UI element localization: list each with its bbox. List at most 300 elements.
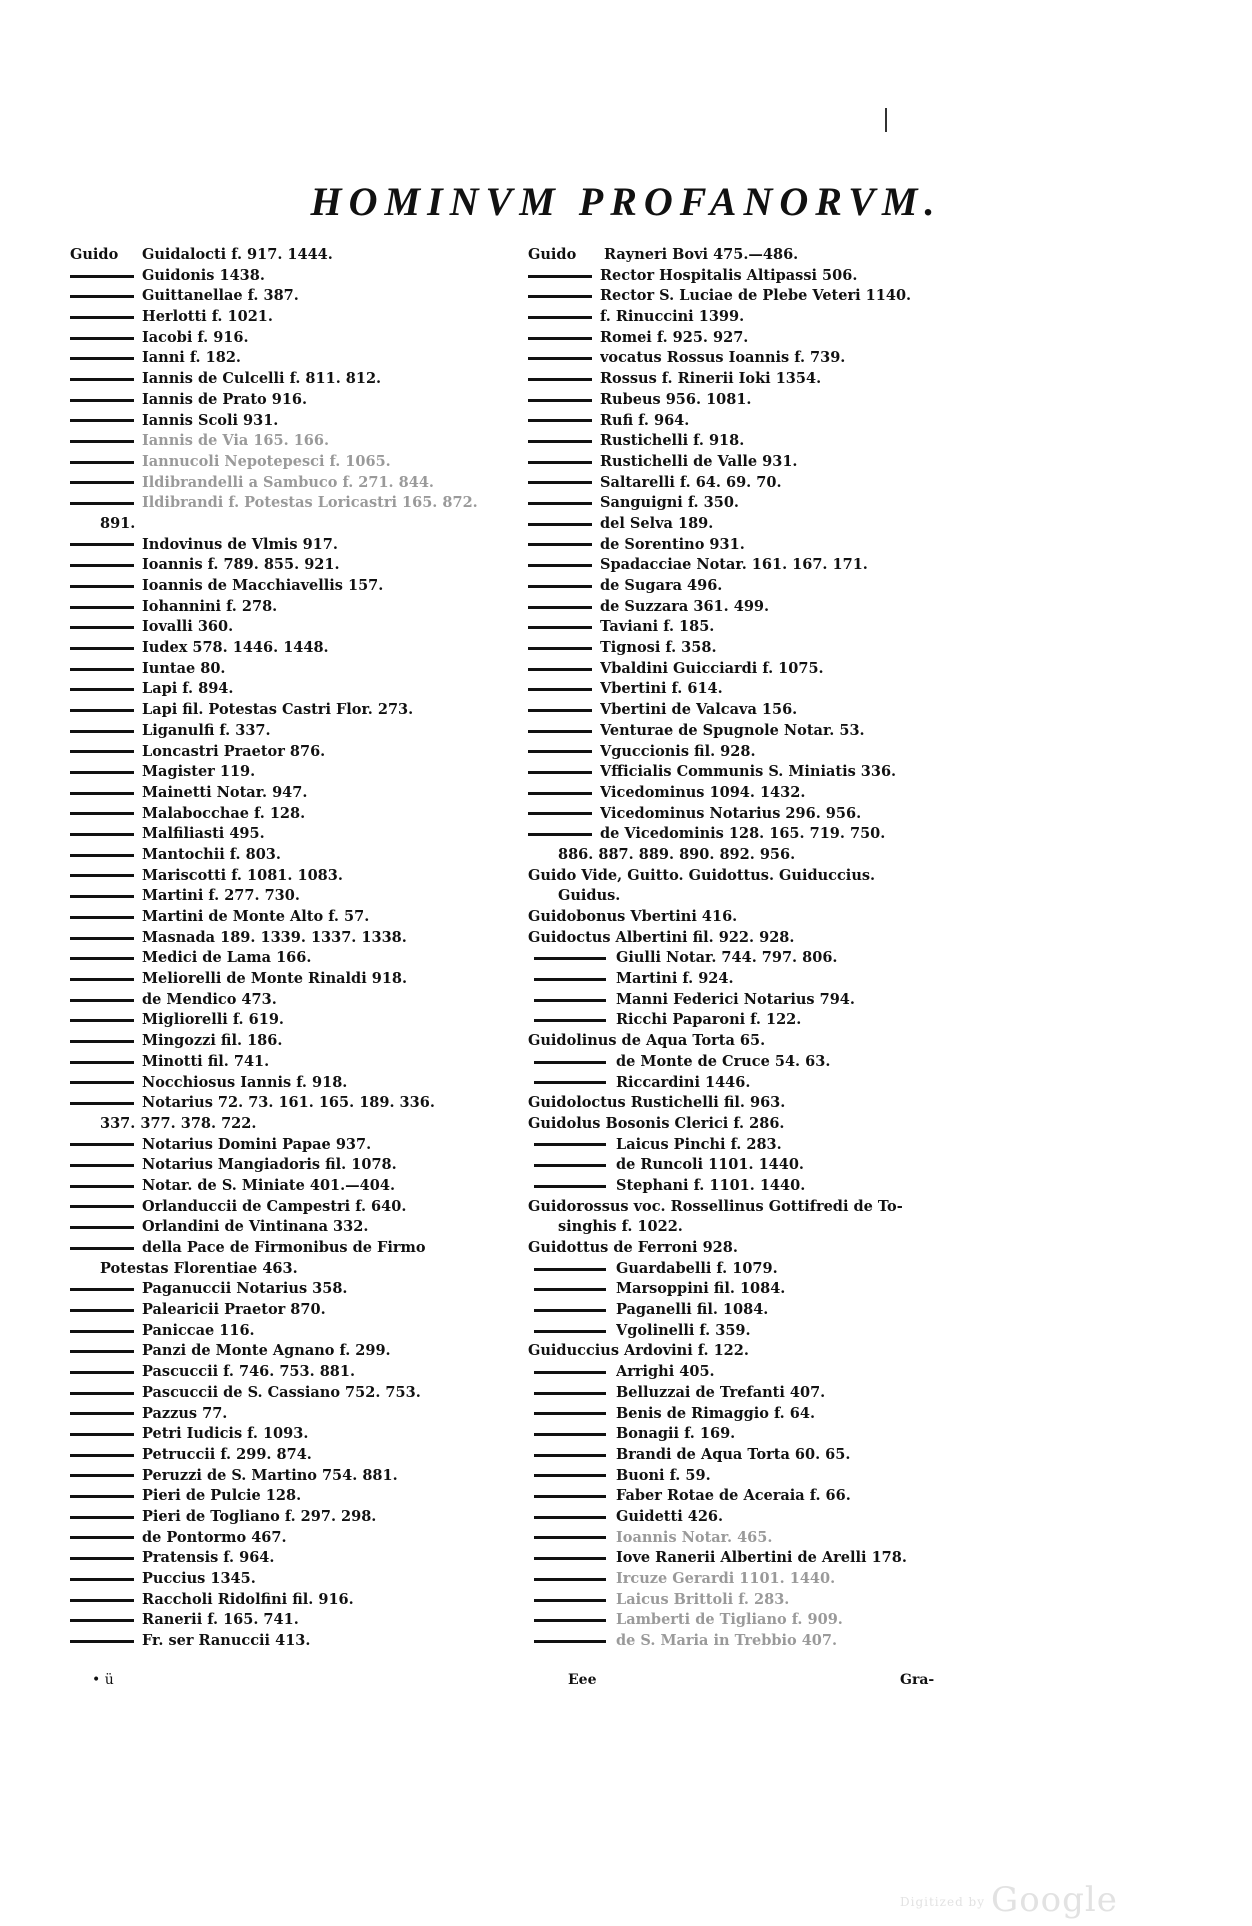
ditto-dash: [70, 1433, 134, 1436]
entry-text: Ioannis f. 789. 855. 921.: [142, 556, 340, 574]
entry-text: Laicus Brittoli f. 283.: [616, 1590, 790, 1608]
ditto-dash: [70, 709, 134, 712]
entry-text: Malfiliasti 495.: [142, 825, 265, 843]
entry-text: de Sorentino 931.: [600, 535, 745, 553]
index-entry: [528, 1155, 968, 1176]
index-entry: [528, 555, 968, 576]
ditto-dash: [70, 1371, 134, 1374]
index-entry: [528, 928, 968, 949]
index-entry: [528, 1073, 968, 1094]
entry-text: Rustichelli de Valle 931.: [600, 452, 798, 470]
index-entry: [528, 1321, 968, 1342]
entry-text: Giulli Notar. 744. 797. 806.: [616, 949, 838, 967]
entry-text: Vbertini de Valcava 156.: [600, 701, 798, 719]
entry-text: Ianni f. 182.: [142, 349, 241, 367]
entry-text: Lapi fil. Potestas Castri Flor. 273.: [142, 701, 414, 719]
index-entry: [70, 328, 525, 349]
ditto-dash: [534, 1309, 606, 1312]
ditto-dash: [528, 771, 592, 774]
index-entry: [528, 390, 968, 411]
entry-text: Ioannis Notar. 465.: [616, 1528, 773, 1546]
index-entry: [528, 1114, 968, 1135]
ditto-dash: [528, 606, 592, 609]
entry-heading: Guidorossus voc. Rossellinus Gottifredi de To-: [528, 1197, 903, 1215]
index-entry: [528, 1507, 968, 1528]
index-entry: [70, 721, 525, 742]
ditto-dash: [70, 1454, 134, 1457]
entry-text: Lamberti de Tigliano f. 909.: [616, 1611, 843, 1629]
index-entry: [528, 1610, 968, 1631]
index-entry: [70, 1569, 525, 1590]
entry-text: Taviani f. 185.: [600, 618, 715, 636]
index-entry: [70, 1321, 525, 1342]
entry-text: Guittanellae f. 387.: [142, 287, 299, 305]
index-entry: [70, 679, 525, 700]
entry-text: Raccholi Ridolfini fil. 916.: [142, 1590, 354, 1608]
entry-heading: Guidoloctus Rustichelli fil. 963.: [528, 1094, 786, 1112]
ditto-dash: [70, 399, 134, 402]
entry-text: Migliorelli f. 619.: [142, 1011, 284, 1029]
entry-text: Fr. ser Ranuccii 413.: [142, 1632, 311, 1650]
index-entry: [70, 990, 525, 1011]
ditto-dash: [70, 606, 134, 609]
index-entry: [70, 866, 525, 887]
ditto-dash: [534, 1061, 606, 1064]
ditto-dash: [70, 1205, 134, 1208]
index-entry: [70, 1404, 525, 1425]
ditto-dash: [70, 585, 134, 588]
index-entry: [70, 1362, 525, 1383]
entry-text: Romei f. 925. 927.: [600, 328, 749, 346]
index-entry: [70, 1031, 525, 1052]
entry-text: Paganuccii Notarius 358.: [142, 1280, 348, 1298]
entry-heading: Guidolinus de Aqua Torta 65.: [528, 1032, 766, 1050]
index-entry: [528, 1279, 968, 1300]
ditto-dash: [534, 1599, 606, 1602]
index-entry: [70, 1528, 525, 1549]
entry-text: Iannis de Prato 916.: [142, 390, 308, 408]
ditto-dash: [528, 523, 592, 526]
ditto-dash: [70, 1102, 134, 1105]
entry-text: de Pontormo 467.: [142, 1528, 287, 1546]
entry-text: Paganelli fil. 1084.: [616, 1301, 769, 1319]
entry-text: Rufi f. 964.: [600, 411, 690, 429]
ditto-dash: [70, 357, 134, 360]
index-entry: [528, 307, 968, 328]
index-entry: [528, 638, 968, 659]
entry-text: Paniccae 116.: [142, 1321, 255, 1339]
index-entry: [70, 1010, 525, 1031]
entry-text: Mingozzi fil. 186.: [142, 1032, 283, 1050]
index-entry: [528, 990, 968, 1011]
index-entry: [528, 369, 968, 390]
entry-text: Mariscotti f. 1081. 1083.: [142, 866, 343, 884]
ditto-dash: [70, 1578, 134, 1581]
entry-text: della Pace de Firmonibus de Firmo: [142, 1239, 426, 1256]
index-entry: [528, 907, 968, 928]
ditto-dash: [70, 999, 134, 1002]
index-entry: [70, 638, 525, 659]
ditto-dash: [70, 1081, 134, 1084]
index-entry: [70, 1073, 525, 1094]
index-entry: [70, 1052, 525, 1073]
index-entry: [70, 1424, 525, 1445]
index-entry: [528, 1197, 968, 1218]
entry-heading: Guidoctus Albertini fil. 922. 928.: [528, 928, 795, 946]
index-entry: [70, 1279, 525, 1300]
index-entry: [70, 576, 525, 597]
ditto-dash: [528, 419, 592, 422]
entry-text: Ioannis de Macchiavellis 157.: [142, 577, 384, 594]
ditto-dash: [70, 1330, 134, 1333]
ditto-dash: [70, 792, 134, 795]
index-entry: [70, 535, 525, 556]
ditto-dash: [528, 647, 592, 650]
index-entry: [70, 266, 525, 287]
ditto-dash: [70, 1516, 134, 1519]
index-entry: [528, 431, 968, 452]
entry-text: Liganulfi f. 337.: [142, 721, 271, 739]
entry-text: Notarius 72. 73. 161. 165. 189. 336.: [142, 1094, 435, 1112]
index-entry: [528, 1010, 968, 1031]
entry-text: Arrighi 405.: [616, 1363, 715, 1381]
ditto-dash: [70, 874, 134, 877]
entry-text: Vicedominus 1094. 1432.: [600, 783, 806, 801]
ditto-dash: [70, 1495, 134, 1498]
index-entry: [70, 928, 525, 949]
entry-text: Iudex 578. 1446. 1448.: [142, 639, 329, 657]
ditto-dash: [528, 502, 592, 505]
entry-text: Medici de Lama 166.: [142, 949, 312, 967]
ditto-dash: [528, 440, 592, 443]
index-entry: [528, 535, 968, 556]
index-entry: [528, 1548, 968, 1569]
ditto-dash: [534, 1143, 606, 1146]
ditto-dash: [70, 481, 134, 484]
ditto-dash: [70, 1640, 134, 1643]
ditto-dash: [534, 1495, 606, 1498]
index-entry: [528, 700, 968, 721]
index-entry: [528, 1424, 968, 1445]
ditto-dash: [70, 1288, 134, 1291]
ditto-dash: [70, 812, 134, 815]
entry-text: Buoni f. 59.: [616, 1466, 711, 1484]
entry-text: Iovalli 360.: [142, 618, 234, 636]
index-entry: [70, 1114, 525, 1135]
entry-text: Marsoppini fil. 1084.: [616, 1280, 786, 1298]
ditto-dash: [70, 1536, 134, 1539]
ditto-dash: [528, 750, 592, 753]
ditto-dash: [70, 1247, 134, 1250]
ditto-dash: [534, 978, 606, 981]
entry-text: Guidalocti f. 917. 1444.: [142, 246, 333, 263]
index-entry: [70, 1548, 525, 1569]
index-entry: [70, 659, 525, 680]
entry-text: f. Rinuccini 1399.: [600, 308, 745, 326]
index-entry: [528, 742, 968, 763]
entry-text: Vguccionis fil. 928.: [600, 742, 756, 760]
entry-text: Lapi f. 894.: [142, 680, 234, 698]
index-entry: [528, 286, 968, 307]
entry-text: Rayneri Bovi 475.—486.: [604, 246, 799, 263]
index-entry: [528, 1569, 968, 1590]
index-entry: [528, 1217, 968, 1238]
ditto-dash: [534, 1268, 606, 1271]
entry-text: Iacobi f. 916.: [142, 328, 249, 346]
entry-text: Loncastri Praetor 876.: [142, 742, 326, 760]
index-entry: [70, 1590, 525, 1611]
index-entry: [70, 1466, 525, 1487]
ditto-dash: [70, 1350, 134, 1353]
ditto-dash: [534, 1185, 606, 1188]
entry-text: Pieri de Togliano f. 297. 298.: [142, 1507, 377, 1525]
ditto-dash: [70, 1557, 134, 1560]
entry-text: Vfficialis Communis S. Miniatis 336.: [600, 763, 897, 781]
index-entry: [70, 555, 525, 576]
ditto-dash: [528, 730, 592, 733]
entry-continuation: Guidus.: [558, 887, 621, 905]
left-column: [70, 245, 525, 1652]
index-entry: [528, 948, 968, 969]
entry-text: Minotti fil. 741.: [142, 1052, 270, 1070]
ditto-dash: [70, 978, 134, 981]
ditto-dash: [70, 316, 134, 319]
index-entry: [70, 1341, 525, 1362]
index-entry: [528, 1238, 968, 1259]
entry-text: Vicedominus Notarius 296. 956.: [600, 804, 862, 822]
ditto-dash: [528, 481, 592, 484]
index-entry: [70, 1631, 525, 1652]
ditto-dash: [534, 1557, 606, 1560]
entry-text: Ircuze Gerardi 1101. 1440.: [616, 1570, 836, 1587]
ditto-dash: [528, 337, 592, 340]
index-entry: [70, 617, 525, 638]
index-entry: [70, 307, 525, 328]
index-entry: [528, 1135, 968, 1156]
ditto-dash: [528, 585, 592, 588]
ditto-dash: [70, 957, 134, 960]
entry-text: Indovinus de Vlmis 917.: [142, 535, 338, 553]
ditto-dash: [534, 999, 606, 1002]
index-entry: [70, 948, 525, 969]
entry-text: Rubeus 956. 1081.: [600, 390, 752, 408]
ditto-dash: [70, 1412, 134, 1415]
entry-continuation: Potestas Florentiae 463.: [100, 1259, 298, 1277]
ditto-dash: [534, 1412, 606, 1415]
entry-heading: Guido Vide, Guitto. Guidottus. Guiduccius.: [528, 866, 876, 884]
page-title: HOMINVM PROFANORVM.: [310, 179, 942, 224]
signature-mark: Eee: [568, 1672, 597, 1688]
ditto-dash: [70, 440, 134, 443]
entry-text: Tignosi f. 358.: [600, 639, 717, 657]
index-entry: [70, 245, 525, 266]
ditto-dash: [534, 1536, 606, 1539]
ditto-dash: [528, 833, 592, 836]
entry-text: Mantochii f. 803.: [142, 845, 281, 863]
ditto-dash: [528, 812, 592, 815]
ditto-dash: [528, 668, 592, 671]
ditto-dash: [70, 1019, 134, 1022]
index-entry: [70, 431, 525, 452]
index-entry: [528, 348, 968, 369]
entry-text: Pascuccii de S. Cassiano 752. 753.: [142, 1383, 421, 1401]
index-entry: [528, 1383, 968, 1404]
entry-text: de Mendico 473.: [142, 990, 277, 1008]
index-entry: [528, 1052, 968, 1073]
index-entry: [70, 845, 525, 866]
ditto-dash: [534, 1081, 606, 1084]
ditto-dash: [70, 1164, 134, 1167]
entry-text: Iohannini f. 278.: [142, 597, 278, 615]
entry-continuation: singhis f. 1022.: [558, 1218, 683, 1236]
index-entry: [528, 617, 968, 638]
index-entry: [528, 1590, 968, 1611]
ditto-dash: [70, 854, 134, 857]
entry-text: Faber Rotae de Aceraia f. 66.: [616, 1487, 851, 1505]
entry-text: Peruzzi de S. Martino 754. 881.: [142, 1466, 398, 1484]
index-entry: [528, 1362, 968, 1383]
entry-text: Venturae de Spugnole Notar. 53.: [600, 721, 865, 739]
ditto-dash: [528, 792, 592, 795]
index-entry: [528, 824, 968, 845]
entry-text: Pratensis f. 964.: [142, 1549, 275, 1567]
entry-text: Martini f. 277. 730.: [142, 887, 300, 905]
ditto-dash: [528, 626, 592, 629]
entry-text: Riccardini 1446.: [616, 1073, 751, 1091]
entry-text: Ranerii f. 165. 741.: [142, 1611, 299, 1629]
margin-mark: [885, 108, 887, 132]
index-entry: [70, 1238, 525, 1259]
ditto-dash: [528, 688, 592, 691]
entry-heading: Guiduccius Ardovini f. 122.: [528, 1342, 749, 1360]
entry-heading: Guidottus de Ferroni 928.: [528, 1239, 738, 1256]
index-entry: [70, 1486, 525, 1507]
ditto-dash: [528, 295, 592, 298]
entry-text: Mainetti Notar. 947.: [142, 783, 308, 801]
entry-text: Orlanduccii de Campestri f. 640.: [142, 1197, 407, 1215]
index-entry: [70, 1445, 525, 1466]
ditto-dash: [534, 1433, 606, 1436]
index-entry: [70, 348, 525, 369]
entry-text: Notarius Domini Papae 937.: [142, 1135, 372, 1153]
ditto-dash: [70, 1143, 134, 1146]
entry-text: de Suzzara 361. 499.: [600, 597, 770, 615]
ditto-dash: [70, 1040, 134, 1043]
entry-text: Rector Hospitalis Altipassi 506.: [600, 266, 858, 284]
ditto-dash: [528, 564, 592, 567]
index-entry: [528, 411, 968, 432]
index-entry: [528, 328, 968, 349]
entry-text: Malabocchae f. 128.: [142, 804, 306, 822]
ditto-dash: [70, 833, 134, 836]
index-entry: [528, 1259, 968, 1280]
entry-text: Palearicii Praetor 870.: [142, 1301, 326, 1319]
ditto-dash: [70, 668, 134, 671]
ditto-dash: [534, 1392, 606, 1395]
ditto-dash: [70, 419, 134, 422]
index-entry: [528, 886, 968, 907]
entry-text: Guidonis 1438.: [142, 266, 265, 284]
entry-text: de Runcoli 1101. 1440.: [616, 1156, 804, 1174]
index-entry: [528, 1445, 968, 1466]
index-entry: [70, 804, 525, 825]
ditto-dash: [70, 895, 134, 898]
index-entry: [528, 1466, 968, 1487]
ditto-dash: [70, 1619, 134, 1622]
ditto-dash: [70, 1392, 134, 1395]
entry-text: Nocchiosus Iannis f. 918.: [142, 1073, 348, 1091]
entry-text: vocatus Rossus Ioannis f. 739.: [600, 349, 846, 367]
entry-text: Brandi de Aqua Torta 60. 65.: [616, 1445, 851, 1463]
index-entry: [528, 452, 968, 473]
index-entry: [528, 266, 968, 287]
ditto-dash: [70, 688, 134, 691]
index-entry: [70, 1300, 525, 1321]
entry-head: Guido: [528, 246, 577, 263]
ditto-dash: [528, 378, 592, 381]
index-entry: [528, 866, 968, 887]
index-entry: [70, 452, 525, 473]
ditto-dash: [70, 1474, 134, 1477]
ditto-dash: [70, 337, 134, 340]
entry-text: de Sugara 496.: [600, 577, 723, 594]
entry-text: Iannucoli Nepotepesci f. 1065.: [142, 452, 391, 470]
entry-text: Iove Ranerii Albertini de Arelli 178.: [616, 1549, 907, 1567]
index-entry: [70, 597, 525, 618]
ditto-dash: [528, 275, 592, 278]
entry-text: Benis de Rimaggio f. 64.: [616, 1404, 815, 1422]
index-entry: [70, 783, 525, 804]
index-entry: [70, 369, 525, 390]
ditto-dash: [70, 1061, 134, 1064]
ditto-dash: [70, 502, 134, 505]
index-entry: [70, 824, 525, 845]
index-entry: [70, 1197, 525, 1218]
entry-text: Iuntae 80.: [142, 659, 226, 677]
index-entry: [528, 679, 968, 700]
ditto-dash: [70, 937, 134, 940]
entry-heading: Guidolus Bosonis Clerici f. 286.: [528, 1114, 785, 1132]
ditto-dash: [70, 275, 134, 278]
entry-text: Ildibrandi f. Potestas Loricastri 165. 872.: [142, 494, 478, 512]
entry-text: Ricchi Paparoni f. 122.: [616, 1011, 802, 1029]
corner-mark: • ü: [92, 1672, 114, 1688]
index-entry: [70, 886, 525, 907]
entry-text: Bonagii f. 169.: [616, 1425, 736, 1443]
index-entry: [70, 1176, 525, 1197]
ditto-dash: [534, 1516, 606, 1519]
index-entry: [528, 762, 968, 783]
catchword: Gra-: [900, 1672, 935, 1688]
index-entry: [70, 1093, 525, 1114]
index-entry: [528, 1528, 968, 1549]
index-entry: [528, 1031, 968, 1052]
ditto-dash: [528, 461, 592, 464]
entry-text: Iannis Scoli 931.: [142, 411, 279, 429]
ditto-dash: [70, 771, 134, 774]
entry-heading: Guidobonus Vbertini 416.: [528, 908, 738, 925]
ditto-dash: [528, 709, 592, 712]
entry-continuation: 886. 887. 889. 890. 892. 956.: [558, 845, 796, 863]
entry-text: Rossus f. Rinerii Ioki 1354.: [600, 370, 822, 388]
ditto-dash: [70, 378, 134, 381]
entry-text: Spadacciae Notar. 161. 167. 171.: [600, 556, 868, 574]
entry-text: Petruccii f. 299. 874.: [142, 1445, 312, 1463]
index-entry: [70, 762, 525, 783]
ditto-dash: [534, 1619, 606, 1622]
ditto-dash: [70, 916, 134, 919]
entry-text: Guardabelli f. 1079.: [616, 1259, 778, 1277]
